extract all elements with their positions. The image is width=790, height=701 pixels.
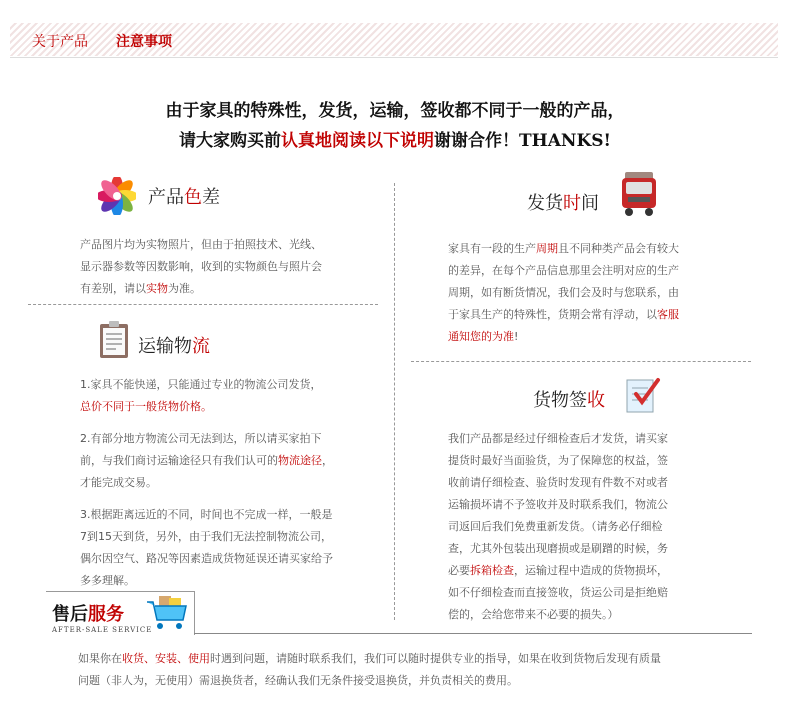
header-bar: [10, 23, 778, 56]
clipboard-icon: [98, 320, 130, 360]
after-sale-subtitle: AFTER-SALE SERVICE: [52, 626, 153, 634]
after-sale-title: 售后服务: [52, 604, 124, 625]
shipping-time-title: 发货时间: [527, 193, 599, 214]
logistics-title: 运输物流: [138, 336, 210, 357]
color-diff-text: 产品图片均为实物照片，但由于拍照技术、光线、 显示器参数等因数影响，收到的实物颜色与照片会 有差别，请以实物为准。: [80, 238, 322, 295]
header-divider: [10, 57, 778, 58]
tab-notice[interactable]: 注意事项: [116, 34, 172, 50]
color-wheel-icon: [98, 177, 136, 215]
shopping-cart-icon: [145, 594, 189, 632]
tab-about-product[interactable]: 关于产品: [32, 34, 88, 50]
checklist-icon: [624, 374, 662, 416]
intro-line-1: 由于家具的特殊性，发货，运输，签收都不同于一般的产品，: [165, 101, 625, 121]
shipping-time-text: 家具有一段的生产周期且不同种类产品会有较大 的差异，在每个产品信息那里会注明对应的生产 周期，如有断货情况，我们会及时与您联系，由 于家具生产的特殊性，货期会常有浮动，以客服 通知您的为准!: [448, 242, 679, 343]
divider-right: [411, 361, 751, 362]
signing-title: 货物签收: [533, 390, 605, 411]
color-diff-title: 产品色差: [148, 187, 220, 208]
logistics-text: 1.家具不能快递，只能通过专业的物流公司发货， 总价不同于一般货物价格。 2.有部分地方物流公司无法到达，所以请买家拍下 前，与我们商讨运输途径只有我们认可的物流途径， 才能完成交易。 3.根据距离远近的不同，时间也不完成一样，一般是 7到15天到货，另外，由于我们无法控制物流公司， 偶尔因空气、路况等因素造成货物延误还请买家给予 多多理解。: [80, 378, 333, 587]
intro-line-2: 请大家购买前认真地阅读以下说明谢谢合作！THANKS!: [179, 131, 611, 151]
truck-icon: [616, 170, 662, 218]
divider-left: [28, 304, 378, 305]
signing-text: 我们产品都是经过仔细检查后才发货，请买家 提货时最好当面验货，为了保障您的权益，签 收前请仔细检查、验货时发现有件数不对或者 运输损坏请不予签收并及时联系我们，物流公 司返回后我们免费重新发货。（请务必仔细检 查，尤其外包装出现磨损或是刷蹭的时候，务 必要拆箱检查，运输过程中造成的货物损坏， 如不仔细检查而直接签收，货运公司是拒绝赔 偿的，会给您带来不必要的损失。）: [448, 432, 668, 621]
after-sale-text: 如果你在收货、安装、使用时遇到问题，请随时联系我们，我们可以随时提供专业的指导，如果在收到货物后发现有质量 问题（非人为，无使用）需退换货者，经确认我们无条件接受退换货，并负责相关的费用。: [78, 652, 661, 687]
divider-center: [394, 183, 395, 620]
after-sale-line: [194, 633, 752, 634]
